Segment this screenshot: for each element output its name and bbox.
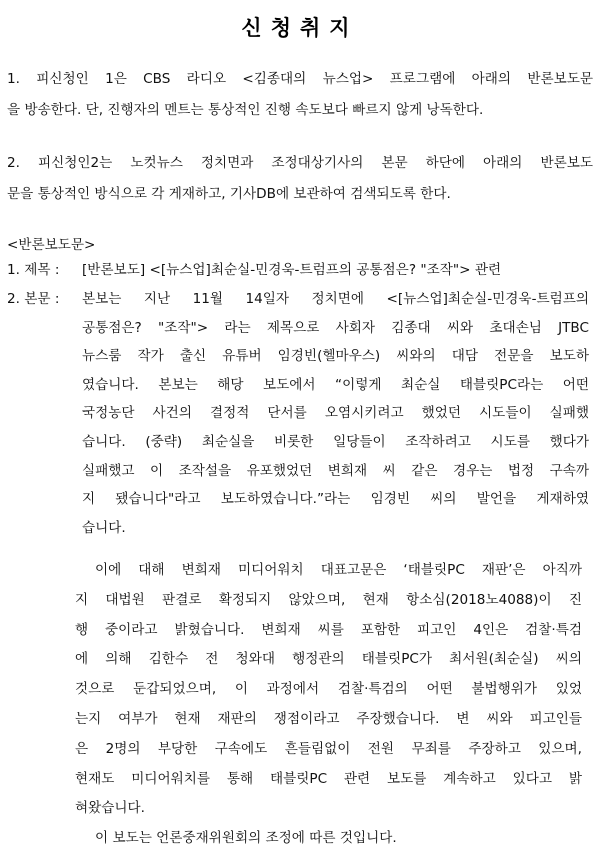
document-title: 신청취지 [241,16,359,40]
paragraph-line: 행 중이라고 밝혔습니다. 변희재 씨를 포함한 피고인 4인은 검찰·특검 [75,621,582,638]
item-label: 2. 본문 : [7,291,60,307]
paragraph-3 [75,556,582,854]
paragraph-line: 1. 피신청인 1은 CBS 라디오 <김종대의 뉴스업> 프로그램에 아래의 반론보도문 [7,71,593,87]
item-line: 였습니다. 본보는 해당 보도에서 “이렇게 최순실 태블릿PC라는 어떤 [82,376,589,393]
item-line: 공통점은? "조작"> 라는 제목으로 사회자 김종대 씨와 초대손님 JTBC [82,319,589,336]
item-line: 실패했고 이 조작설을 유포했었던 변희재 씨 같은 경우는 법정 구속까 [82,462,589,479]
item-line: 국정농단 사건의 결정적 단서를 오염시키려고 했었던 시도들이 실패했 [82,405,589,422]
item-line: [반론보도] <[뉴스업]최순실-민경욱-트럼프의 공통점은? "조작"> 관련 [82,262,502,278]
item-label: 1. 제목 : [7,262,60,278]
paragraph-line: 는지 여부가 현재 재판의 쟁점이라고 주장했습니다. 변 씨와 피고인들 [75,710,582,727]
paragraph-line: 이에 대해 변희재 미디어워치 대표고문은 ‘태블릿PC 재판’은 아직까 [95,562,582,578]
item-line: 뉴스룸 작가 출신 유튜버 임경빈(헬마우스) 씨와의 대담 전문을 보도하 [82,348,589,365]
paragraph-line: 것으로 둔갑되었으며, 이 과정에서 검찰·특검의 어떤 불법행위가 있었 [75,681,582,698]
item-body [82,285,589,542]
paragraph-line: 은 2명의 부당한 구속에도 흔들림없이 전원 무죄를 주장하고 있으며, [75,740,582,757]
paragraph-2 [7,148,593,210]
rebuttal-section-label: <반론보도문> [7,237,96,253]
paragraph-1 [7,64,593,126]
paragraph-line: 현재도 미디어워치를 통해 태블릿PC 관련 보도를 계속하고 있다고 밝 [75,770,582,787]
paragraph-line: 혀왔습니다. [75,800,145,817]
item-line: 지 됐습니다"라고 보도하였습니다.”라는 임경빈 씨의 발언을 게재하였 [82,491,589,508]
item-line: 습니다. [82,519,126,536]
paragraph-line: 2. 피신청인2는 노컷뉴스 정치면과 조정대상기사의 본문 하단에 아래의 반론보도 [7,155,593,171]
item-line: 습니다. (중략) 최순실을 비롯한 일당들이 조작하려고 시도를 했다가 [82,433,589,450]
item-body [82,256,593,285]
item-line: 본보는 지난 11월 14일자 정치면에 <[뉴스업]최순실-민경욱-트럼프의 [82,291,589,307]
paragraph-line: 이 보도는 언론중재위원회의 조정에 따른 것입니다. [95,830,397,847]
paragraph-line: 에 의해 김한수 전 청와대 행정관의 태블릿PC가 최서원(최순실) 씨의 [75,651,582,668]
paragraph-line: 문을 통상적인 방식으로 각 게재하고, 기사DB에 보관하여 검색되도록 한다. [7,186,451,202]
paragraph-line: 을 방송한다. 단, 진행자의 멘트는 통상적인 진행 속도보다 빠르지 않게 낭독한다. [7,102,484,118]
paragraph-line: 지 대법원 판결로 확정되지 않았으며, 현재 항소심(2018노4088)이 진 [75,591,582,608]
